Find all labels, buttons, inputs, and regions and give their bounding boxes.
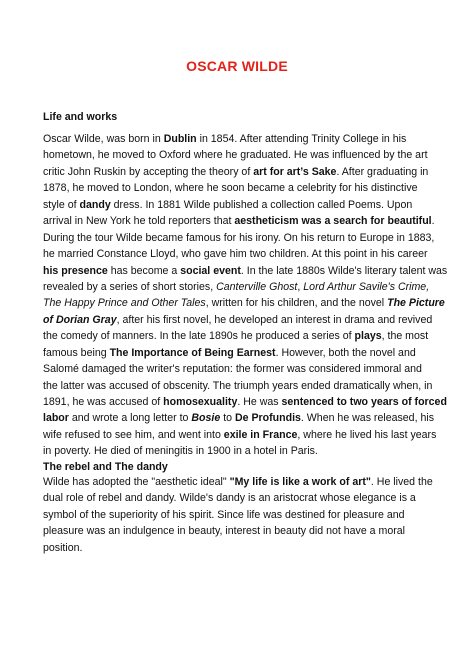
text-line <box>43 230 443 246</box>
body-text: critic John Ruskin by accepting the theory of <box>43 165 254 178</box>
emphasized-text: Dublin <box>163 133 197 145</box>
body-text: , after his first novel, he developed an interest in drama and revived <box>116 313 433 326</box>
body-text: dress. In 1881 Wilde published a collection called Poems. Upon <box>110 198 413 211</box>
body-text: During the tour Wilde became famous for his irony. On his return to Europe in 1883, <box>43 231 435 244</box>
body-text: symbol of the superiority of his spirit. Since life was destined for pleasure and <box>43 508 405 521</box>
body-text: and wrote a long letter to <box>68 412 192 425</box>
body-text: hometown, he moved to Oxford where he graduated. He was influenced by the art <box>43 149 428 162</box>
body-text: . In the late 1880s Wilde's literary talent was <box>240 264 448 277</box>
body-text: Oscar Wilde, was born in <box>43 133 164 145</box>
body-text: wife refused to see him, and went into <box>43 428 224 441</box>
text-line <box>43 279 443 295</box>
body-text: the comedy of manners. In the late 1890s he produced a series of <box>43 330 355 343</box>
emphasized-text: plays <box>354 330 382 343</box>
body-text: . However, both the novel and <box>275 346 416 359</box>
text-line <box>43 164 443 180</box>
body-text: Salomé damaged the writer's reputation: the former was considered immoral and <box>43 363 422 376</box>
text-line <box>43 410 443 426</box>
text-line <box>43 328 443 344</box>
text-line <box>43 246 443 262</box>
section-body-life-and-works <box>43 131 448 460</box>
text-line <box>43 213 443 229</box>
body-text: . When he was released, his <box>300 412 435 425</box>
body-text: , <box>297 280 304 293</box>
emphasized-text: The Picture <box>387 297 445 310</box>
body-text: revealed by a series of short stories, <box>43 280 217 293</box>
text-line <box>43 507 443 523</box>
text-line <box>43 312 443 328</box>
body-text: he married Constance Lloyd, who gave him two children. At this point in his career <box>43 248 428 261</box>
text-line <box>43 295 443 311</box>
body-text: 1891, he was accused of <box>43 396 164 408</box>
emphasized-text: aestheticism was a search for beautiful <box>234 215 432 228</box>
text-line <box>43 540 443 556</box>
text-line <box>43 394 447 410</box>
section-heading-rebel-and-dandy: The rebel and The dandy <box>43 461 168 473</box>
body-text: . He was <box>237 396 282 408</box>
emphasized-text: Canterville Ghost <box>216 280 298 293</box>
emphasized-text: his presence <box>43 264 108 277</box>
emphasized-text: The Importance of Being Earnest <box>109 346 276 359</box>
emphasized-text: exile in France <box>223 428 298 441</box>
text-line <box>43 345 443 361</box>
section-body-rebel-and-dandy <box>43 474 443 556</box>
body-text: . He lived the <box>370 476 433 488</box>
text-line <box>43 147 443 163</box>
emphasized-text: labor <box>43 412 69 425</box>
body-text: has become a <box>107 264 181 277</box>
emphasized-text: sentenced to two years of forced <box>281 396 447 408</box>
text-line <box>43 490 443 506</box>
body-text: , where he lived his last years <box>297 428 437 441</box>
text-line <box>43 180 443 196</box>
text-line <box>43 131 443 147</box>
body-text: Wilde has adopted the "aesthetic ideal" <box>43 476 230 488</box>
emphasized-text: dandy <box>79 198 111 211</box>
text-line <box>43 474 443 490</box>
body-text: dual role of rebel and dandy. Wilde's dandy is an aristocrat whose elegance is a <box>43 492 416 505</box>
emphasized-text: social event <box>180 264 241 277</box>
body-text: position. <box>43 541 83 554</box>
body-text: 1878, he moved to London, where he soon became a celebrity for his distinctive <box>43 182 418 195</box>
body-text: . After graduating in <box>336 165 429 178</box>
text-line <box>43 197 443 213</box>
body-text: , written for his children, and the novel <box>205 297 388 310</box>
text-line <box>43 263 448 279</box>
text-line <box>43 361 443 377</box>
emphasized-text: "My life is like a work of art" <box>229 476 371 488</box>
text-line <box>43 443 443 459</box>
text-line <box>43 523 443 539</box>
body-text: , the most <box>381 330 429 343</box>
body-text: style of <box>43 198 80 211</box>
emphasized-text: The Happy Prince and Other Tales <box>43 297 206 310</box>
section-heading-life-and-works: Life and works <box>43 111 118 123</box>
text-line <box>43 427 443 443</box>
emphasized-text: of Dorian Gray <box>43 313 117 326</box>
body-text: famous being <box>43 346 110 359</box>
emphasized-text: Bosie <box>191 412 221 425</box>
emphasized-text: Lord Arthur Savile's Crime, <box>303 280 430 293</box>
body-text: pleasure was an indulgence in beauty, interest in beauty did not have a moral <box>43 525 405 538</box>
body-text: in poverty. He died of meningitis in 1900 in a hotel in Paris. <box>43 445 318 458</box>
emphasized-text: De Profundis <box>235 412 301 425</box>
body-text: the latter was accused of obscenity. The triumph years ended dramatically when, in <box>43 379 433 392</box>
body-text: arrival in New York he told reporters that <box>43 215 235 228</box>
body-text: in 1854. After attending Trinity College in his <box>196 133 407 145</box>
body-text: to <box>220 412 235 425</box>
emphasized-text: art for art’s Sake <box>253 165 337 178</box>
body-text: . <box>431 215 435 228</box>
emphasized-text: homosexuality <box>163 396 238 408</box>
text-line <box>43 378 443 394</box>
document-title: OSCAR WILDE <box>186 58 288 74</box>
